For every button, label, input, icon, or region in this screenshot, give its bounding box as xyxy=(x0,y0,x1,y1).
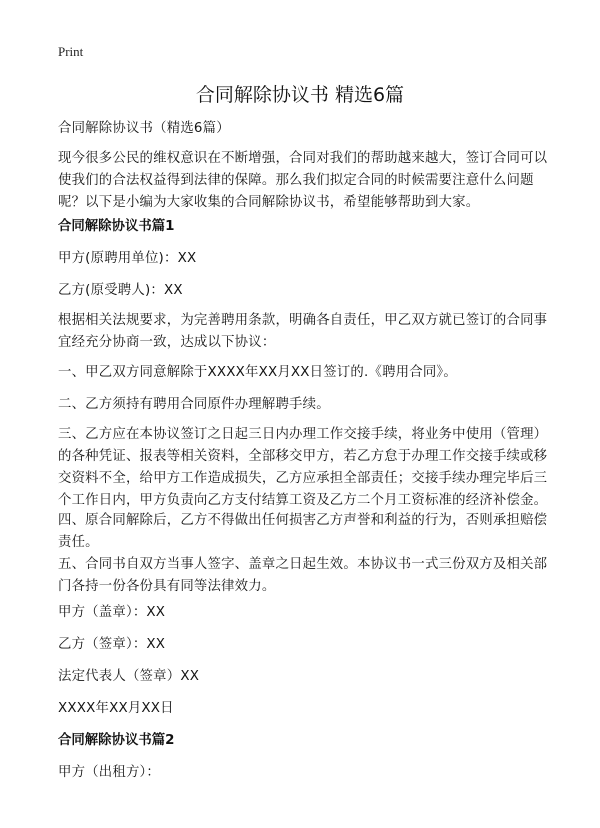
document-subtitle: 合同解除协议书（精选6篇） xyxy=(58,121,230,136)
section-heading-2: 合同解除协议书篇2 xyxy=(58,733,175,748)
party-a-line: 甲方(原聘用单位)：XX xyxy=(58,251,197,266)
section-heading-1: 合同解除协议书篇1 xyxy=(58,219,175,234)
signature-party-a: 甲方（盖章）：XX xyxy=(58,605,166,620)
signing-date: XXXX年XX月XX日 xyxy=(58,701,174,716)
section2-party-a-line: 甲方（出租方）： xyxy=(58,765,161,780)
clause-1: 一、甲乙双方同意解除于XXXX年XX月XX日签订的.《聘用合同》。 xyxy=(58,365,457,380)
clause-5: 五、合同书自双方当事人签字、盖章之日起生效。本协议书一式三份双方及相关部门各持一份各份具有同等法律效力。 xyxy=(58,557,548,594)
page-title: 合同解除协议书 精选6篇 xyxy=(195,84,405,106)
clause-3: 三、乙方应在本协议签订之日起三日内办理工作交接手续，将业务中使用（管理）的各种凭证、报表等相关资料，全部移交甲方，若乙方怠于办理工作交接手续或移交资料不全，给甲方工作造成损失，乙方应承担全部责任；交接手续办理完毕后三个工作日内，甲方负责向乙方支付结算工资及乙方二个月工资标准的经济补偿金。 xyxy=(58,427,548,508)
clause-2: 二、乙方须持有聘用合同原件办理解聘手续。 xyxy=(58,397,330,412)
preamble-paragraph: 根据相关法规要求，为完善聘用条款，明确各自责任，甲乙双方就已签订的合同事宜经充分协商一致，达成以下协议： xyxy=(58,313,548,350)
legal-representative: 法定代表人（签章）XX xyxy=(58,669,200,684)
intro-paragraph: 现今很多公民的维权意识在不断增强，合同对我们的帮助越来越大，签订合同可以使我们的合法权益得到法律的保障。那么我们拟定合同的时候需要注意什么问题呢？以下是小编为大家收集的合同解除协议书，希望能够帮助到大家。 xyxy=(58,151,548,210)
clause-4: 四、原合同解除后，乙方不得做出任何损害乙方声誉和利益的行为，否则承担赔偿责任。 xyxy=(58,513,548,550)
signature-party-b: 乙方（签章）：XX xyxy=(58,637,166,652)
print-label[interactable]: Print xyxy=(58,44,84,59)
party-b-line: 乙方(原受聘人)：XX xyxy=(58,283,183,298)
